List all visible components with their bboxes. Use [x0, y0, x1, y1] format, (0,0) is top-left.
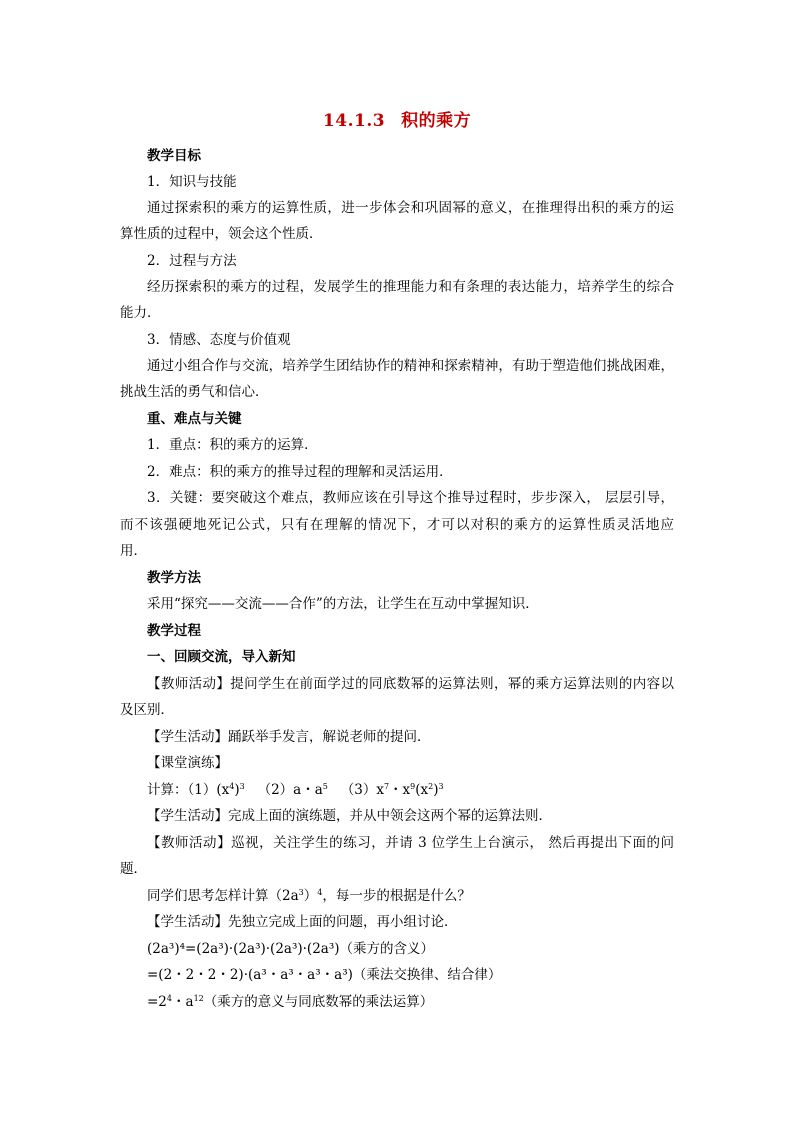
calc-label: 计算： [147, 782, 188, 798]
objective-item-3: 3．情感、态度与价值观 [147, 332, 291, 348]
calc-1: $(1)(x^4)^3$ [187, 782, 245, 798]
paragraph-line: 通过小组合作与交流，培养学生团结协作的精神和探索精神，有助于塑造他们挑战困难， [147, 358, 674, 374]
student-activity: 【学生活动】先独立完成上面的问题，再小组讨论． [147, 914, 458, 930]
paragraph-line: 题． [120, 861, 147, 877]
paragraph-line: 经历探索积的乘方的过程，发展学生的推理能力和有条理的表达能力，培养学生的综合 [147, 279, 674, 295]
objective-item-2: 2．过程与方法 [147, 253, 237, 269]
key-point-2: 2．难点：积的乘方的推导过程的理解和灵活运用． [147, 464, 453, 480]
method-text: 采用“探究——交流——合作”的方法，让学生在互动中掌握知识． [147, 596, 539, 612]
key-points-heading: 重、难点与关键 [147, 411, 242, 427]
process-heading: 教学过程 [147, 623, 201, 639]
paragraph-line: 算性质的过程中，领会这个性质． [120, 226, 323, 242]
question-line: 同学们思考怎样计算$(2a^3)^4$，每一步的根据是什么？ [147, 888, 471, 904]
equation-line-1: (2a³)⁴=(2a³)·(2a³)·(2a³)·(2a³)（乘方的含义） [147, 941, 435, 957]
student-activity: 【学生活动】踊跃举手发言，解说老师的提问． [147, 729, 431, 745]
method-heading: 教学方法 [147, 570, 201, 586]
key-point-1: 1．重点：积的乘方的运算． [147, 437, 318, 453]
calc-line [147, 780, 707, 800]
page-title [0, 106, 794, 131]
paragraph-line: 而不该强硬地死记公式，只有在理解的情况下，才可以对积的乘方的运算性质灵活地应 [120, 517, 674, 533]
practice-label: 【课堂演练】 [147, 755, 228, 771]
student-activity: 【学生活动】完成上面的演练题，并从中领会这两个幂的运算法则． [147, 808, 552, 824]
paragraph-line: 及区别． [120, 702, 174, 718]
key-point-3: 3．关键：要突破这个难点，教师应该在引导这个推导过程时，步步深入， 层层引导， [147, 490, 674, 506]
equation-line-3: $=2^4$・$a^{12}$（乘方的意义与同底数幂的乘法运算） [147, 994, 434, 1010]
paragraph-line: 挑战生活的勇气和信心． [120, 384, 269, 400]
section-number: 14.1.3 [322, 111, 386, 131]
process-subheading: 一、回顾交流，导入新知 [147, 649, 296, 665]
section-title: 积的乘方 [401, 111, 472, 131]
paragraph-line: 通过探索积的乘方的运算性质，进一步体会和巩固幂的意义，在推理得出积的乘方的运 [147, 200, 674, 216]
teacher-activity: 【教师活动】提问学生在前面学过的同底数幂的运算法则，幂的乘方运算法则的内容以 [147, 676, 674, 692]
objectives-heading: 教学目标 [147, 148, 201, 164]
paragraph-line: 能力． [120, 305, 161, 321]
equation-line-2: =(2・2・2・2)·(a³・a³・a³・a³)（乘法交换律、结合律） [147, 967, 502, 983]
paragraph-line: 用． [120, 543, 147, 559]
teacher-activity: 【教师活动】巡视，关注学生的练习，并请 3 位学生上台演示， 然后再提出下面的问 [147, 835, 674, 851]
objective-item-1: 1．知识与技能 [147, 174, 237, 190]
calc-3: $(3)x^7$・$x^9(x^2)^3$ [340, 782, 444, 798]
calc-2: （2）a・$a^5$ [257, 782, 328, 798]
